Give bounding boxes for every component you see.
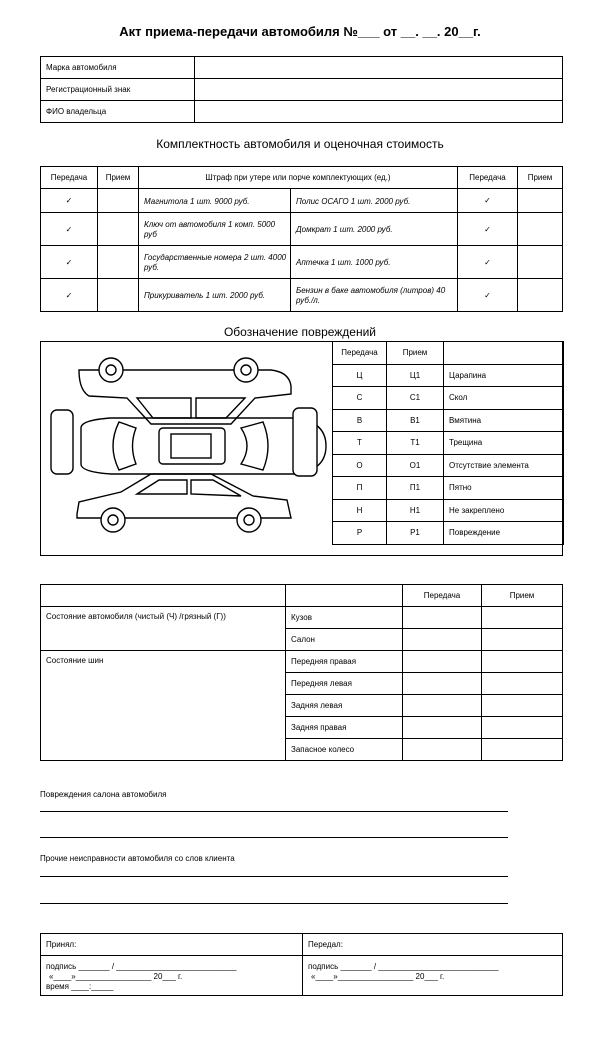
damage-code-accept: Н1 — [387, 499, 444, 522]
accept-cell[interactable] — [98, 189, 139, 213]
condition-row — [41, 651, 563, 673]
handover-cell[interactable] — [403, 739, 482, 761]
handover-cell[interactable] — [403, 717, 482, 739]
item-right: Полис ОСАГО 1 шт. 2000 руб. — [291, 189, 458, 213]
damage-code-accept: П1 — [387, 477, 444, 500]
accept-cell[interactable] — [482, 629, 563, 651]
handover-cell[interactable] — [403, 651, 482, 673]
other-faults-line-1[interactable] — [40, 876, 508, 877]
damage-code-accept: В1 — [387, 409, 444, 432]
car-diagram[interactable] — [41, 342, 331, 554]
condition-table — [40, 584, 563, 761]
vehicle-label: Марка автомобиля — [41, 57, 195, 79]
vehicle-row — [41, 57, 563, 79]
completeness-table — [40, 166, 563, 312]
check-mark[interactable]: ✓ — [41, 279, 98, 312]
condition-item: Салон — [286, 629, 403, 651]
handed-label: Передал: — [303, 934, 563, 956]
accept-cell[interactable] — [482, 651, 563, 673]
damage-code-accept: С1 — [387, 387, 444, 410]
damage-row — [333, 432, 564, 455]
check-mark[interactable]: ✓ — [458, 189, 518, 213]
date-line: «____»_________________ 20___ г. — [311, 972, 445, 981]
col-header: Прием — [98, 167, 139, 189]
vehicle-value[interactable] — [195, 101, 563, 123]
accept-cell[interactable] — [482, 717, 563, 739]
damage-code-handover: Р — [333, 522, 387, 545]
item-right: Домкрат 1 шт. 2000 руб. — [291, 213, 458, 246]
damage-meaning: Вмятина — [444, 409, 564, 432]
accept-cell[interactable] — [98, 246, 139, 279]
damage-code-accept: О1 — [387, 454, 444, 477]
completeness-header-row — [41, 167, 563, 189]
accepted-signature-block[interactable] — [41, 956, 303, 996]
damage-row — [333, 364, 564, 387]
col-header: Передача — [41, 167, 98, 189]
damage-row — [333, 454, 564, 477]
interior-damage-label: Повреждения салона автомобиля — [40, 790, 167, 799]
vehicle-row — [41, 79, 563, 101]
check-mark[interactable]: ✓ — [41, 189, 98, 213]
damage-meaning: Трещина — [444, 432, 564, 455]
damage-meaning: Не закреплено — [444, 499, 564, 522]
damage-row — [333, 522, 564, 545]
condition-item: Кузов — [286, 607, 403, 629]
sign-line: подпись _______ / ___________________________ — [308, 962, 499, 971]
vehicle-row — [41, 101, 563, 123]
check-mark[interactable]: ✓ — [458, 246, 518, 279]
other-faults-line-2[interactable] — [40, 903, 508, 904]
damage-meaning: Скол — [444, 387, 564, 410]
damage-row — [333, 387, 564, 410]
tire-item: Задняя правая — [286, 717, 403, 739]
damage-row — [333, 477, 564, 500]
accept-cell[interactable] — [482, 673, 563, 695]
damage-heading: Обозначение повреждений — [223, 325, 377, 339]
accept-cell[interactable] — [518, 189, 563, 213]
completeness-row — [41, 246, 563, 279]
signature-row — [41, 956, 563, 996]
damage-code-accept: Ц1 — [387, 364, 444, 387]
vehicle-label: ФИО владельца — [41, 101, 195, 123]
damage-legend-table — [332, 341, 564, 545]
accepted-label: Принял: — [41, 934, 303, 956]
completeness-row — [41, 189, 563, 213]
vehicle-info-table — [40, 56, 563, 123]
completeness-row — [41, 213, 563, 246]
col-header: Прием — [482, 585, 563, 607]
check-mark[interactable]: ✓ — [458, 213, 518, 246]
damage-meaning: Повреждение — [444, 522, 564, 545]
damage-header-row — [333, 342, 564, 365]
damage-code-handover: Т — [333, 432, 387, 455]
damage-code-handover: Н — [333, 499, 387, 522]
document-title: Акт приема-передачи автомобиля №___ от __. __. 20__г. — [119, 24, 481, 39]
item-left: Государственные номера 2 шт. 4000 руб. — [139, 246, 291, 279]
col-header: Передача — [403, 585, 482, 607]
col-header: Передача — [458, 167, 518, 189]
damage-code-handover: В — [333, 409, 387, 432]
signature-table — [40, 933, 563, 996]
car-top-view — [81, 418, 326, 474]
car-side-top — [79, 358, 291, 424]
item-right: Аптечка 1 шт. 1000 руб. — [291, 246, 458, 279]
damage-code-handover: Ц — [333, 364, 387, 387]
accept-cell[interactable] — [518, 213, 563, 246]
col-header: Штраф при утере или порче комплектующих (ед.) — [139, 167, 458, 189]
item-left: Ключ от автомобиля 1 комп. 5000 руб — [139, 213, 291, 246]
vehicle-label: Регистрационный знак — [41, 79, 195, 101]
interior-damage-line-2[interactable] — [40, 837, 508, 838]
damage-code-handover: О — [333, 454, 387, 477]
accept-cell[interactable] — [518, 246, 563, 279]
damage-meaning: Отсутствие элемента — [444, 454, 564, 477]
damage-panel — [40, 341, 563, 556]
col-header: Передача — [333, 342, 387, 365]
vehicle-value[interactable] — [195, 79, 563, 101]
handover-cell[interactable] — [403, 673, 482, 695]
interior-damage-line-1[interactable] — [40, 811, 508, 812]
damage-code-handover: П — [333, 477, 387, 500]
signature-header-row — [41, 934, 563, 956]
handover-cell[interactable] — [403, 629, 482, 651]
tire-item: Задняя левая — [286, 695, 403, 717]
tire-item: Передняя правая — [286, 651, 403, 673]
damage-code-handover: С — [333, 387, 387, 410]
item-left: Прикуриватель 1 шт. 2000 руб. — [139, 279, 291, 312]
item-left: Магнитола 1 шт. 9000 руб. — [139, 189, 291, 213]
damage-meaning: Царапина — [444, 364, 564, 387]
car-side-bottom — [77, 474, 291, 532]
damage-code-accept: Т1 — [387, 432, 444, 455]
handed-signature-block[interactable] — [303, 956, 563, 996]
handover-cell[interactable] — [403, 607, 482, 629]
tire-item: Запасное колесо — [286, 739, 403, 761]
damage-row — [333, 409, 564, 432]
damage-code-accept: Р1 — [387, 522, 444, 545]
accept-cell[interactable] — [482, 607, 563, 629]
col-header — [444, 342, 564, 365]
accept-cell[interactable] — [482, 695, 563, 717]
accept-cell[interactable] — [482, 739, 563, 761]
tires-label: Состояние шин — [41, 651, 286, 761]
check-mark[interactable]: ✓ — [458, 279, 518, 312]
sign-line: подпись _______ / ___________________________ — [46, 962, 237, 971]
completeness-row — [41, 279, 563, 312]
accept-cell[interactable] — [98, 213, 139, 246]
check-mark[interactable]: ✓ — [41, 246, 98, 279]
damage-row — [333, 499, 564, 522]
other-faults-label: Прочие неисправности автомобиля со слов клиента — [40, 854, 235, 863]
completeness-heading: Комплектность автомобиля и оценочная стоимость — [156, 137, 444, 151]
col-header: Прием — [518, 167, 563, 189]
condition-row — [41, 607, 563, 629]
date-line: «____»_________________ 20___ г. — [49, 972, 183, 981]
accept-cell[interactable] — [98, 279, 139, 312]
accept-cell[interactable] — [518, 279, 563, 312]
item-right: Бензин в баке автомобиля (литров) 40 руб./л. — [291, 279, 458, 312]
damage-meaning: Пятно — [444, 477, 564, 500]
condition-header-row — [41, 585, 563, 607]
car-state-label: Состояние автомобиля (чистый (Ч) /грязный (Г)) — [41, 607, 286, 651]
col-header: Прием — [387, 342, 444, 365]
handover-cell[interactable] — [403, 695, 482, 717]
vehicle-value[interactable] — [195, 57, 563, 79]
time-line: время ____:_____ — [46, 982, 114, 991]
check-mark[interactable]: ✓ — [41, 213, 98, 246]
tire-item: Передняя левая — [286, 673, 403, 695]
